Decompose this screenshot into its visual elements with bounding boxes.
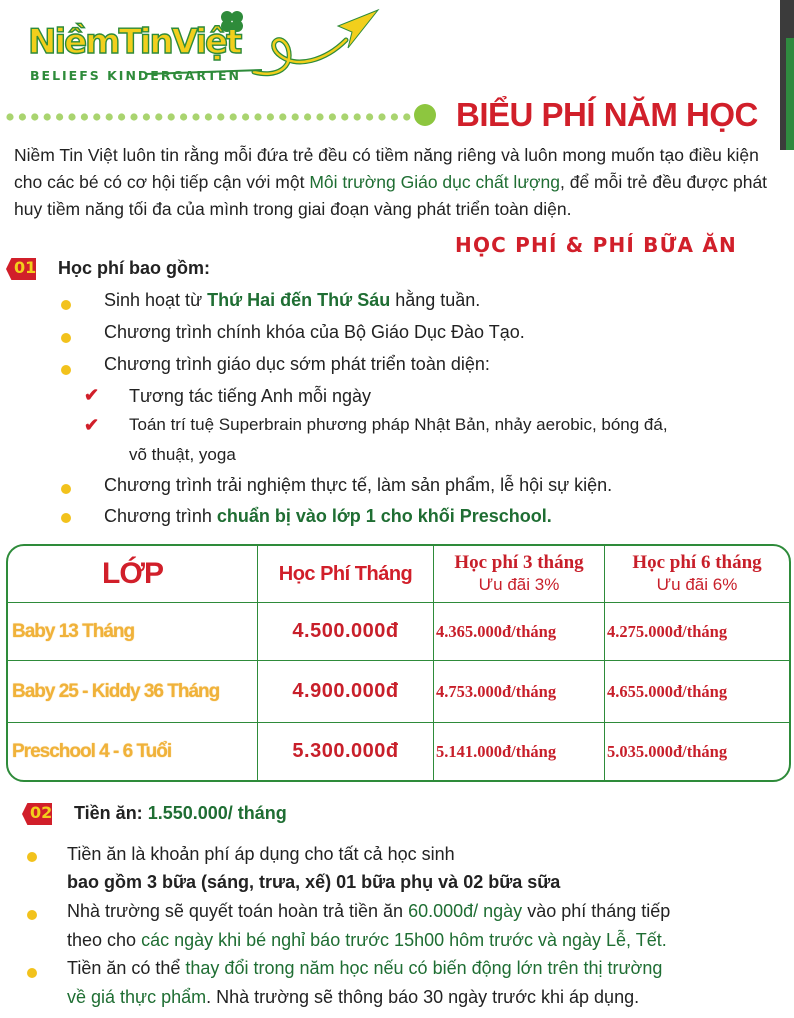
bullet-dot-icon bbox=[61, 333, 71, 343]
table-row bbox=[8, 723, 789, 780]
divider-dot bbox=[316, 113, 323, 120]
intro-text-1: Niềm Tin Việt luôn tin rằng mỗi đứa trẻ đều có tiềm năng riêng và luôn mong muốn tạo điều kiện cho các bé có cơ hội tiếp cận với một bbox=[14, 145, 759, 192]
divider-dot bbox=[31, 113, 38, 120]
fee-subitem-2: Toán trí tuệ Superbrain phương pháp Nhật Bản, nhảy aerobic, bóng đá, bbox=[129, 415, 668, 434]
row-six-month-fee: 5.035.000đ/tháng bbox=[607, 741, 728, 761]
fee-subitem-2-cont: võ thuật, yoga bbox=[129, 445, 236, 464]
divider-dot bbox=[19, 113, 26, 120]
header-monthly: Học Phí Tháng bbox=[258, 546, 434, 603]
divider-dot bbox=[118, 113, 125, 120]
logo-subtitle: BELIEFS KINDERGARTEN bbox=[30, 68, 241, 83]
divider-dot bbox=[329, 113, 336, 120]
fee-item-1: Sinh hoạt từ Thứ Hai đến Thứ Sáu hằng tuần. bbox=[104, 290, 481, 310]
fee-item-3: Chương trình giáo dục sớm phát triển toàn diện: bbox=[104, 354, 490, 374]
divider-dot bbox=[366, 113, 373, 120]
row-three-month-fee: 5.141.000đ/tháng bbox=[434, 723, 605, 780]
page-title: BIỂU PHÍ NĂM HỌC bbox=[456, 96, 758, 133]
meal-note-1: Tiền ăn là khoản phí áp dụng cho tất cả học sinh bbox=[67, 844, 455, 864]
divider-dot bbox=[168, 113, 175, 120]
checkmark-icon: ✔ bbox=[84, 415, 100, 435]
logo-name: NiềmTinViệt bbox=[28, 22, 241, 62]
bullet-dot-icon bbox=[61, 365, 71, 375]
checkmark-icon: ✔ bbox=[84, 385, 100, 405]
school-logo bbox=[26, 8, 386, 90]
divider-dot bbox=[391, 113, 398, 120]
section-number: 01 bbox=[14, 258, 37, 277]
table-header-row bbox=[8, 546, 789, 603]
divider-dot bbox=[192, 113, 199, 120]
divider-dot bbox=[292, 113, 299, 120]
bullet-dot-icon bbox=[61, 484, 71, 494]
bullet-dot-icon bbox=[27, 968, 37, 978]
fee-table bbox=[6, 544, 791, 782]
row-six-month-fee: 4.275.000đ/tháng bbox=[605, 603, 789, 661]
divider-dot bbox=[254, 113, 261, 120]
divider-dot bbox=[230, 113, 237, 120]
divider-dot bbox=[56, 113, 63, 120]
row-class: Baby 25 - Kiddy 36 Tháng bbox=[8, 661, 258, 723]
divider-dot bbox=[242, 113, 249, 120]
divider-dot bbox=[180, 113, 187, 120]
row-six-month-fee: 4.655.000đ/tháng bbox=[605, 661, 789, 723]
divider-dot bbox=[354, 113, 361, 120]
divider-dot bbox=[143, 113, 150, 120]
section-number: 02 bbox=[30, 803, 53, 822]
row-monthly-fee: 4.500.000đ bbox=[258, 603, 434, 661]
row-monthly-fee: 5.300.000đ bbox=[258, 723, 434, 780]
bullet-dot-icon bbox=[27, 910, 37, 920]
meal-note-2: Nhà trường sẽ quyết toán hoàn trả tiền ăn 60.000đ/ ngày vào phí tháng tiếp bbox=[67, 901, 671, 921]
fee-item-5: Chương trình chuẩn bị vào lớp 1 cho khối Preschool. bbox=[104, 506, 552, 526]
meal-note-3-cont: về giá thực phẩm. Nhà trường sẽ thông báo 30 ngày trước khi áp dụng. bbox=[67, 987, 640, 1007]
bullet-dot-icon bbox=[27, 852, 37, 862]
title-bullet-dot bbox=[414, 104, 436, 126]
table-row bbox=[8, 603, 789, 661]
fee-subitem-1: Tương tác tiếng Anh mỗi ngày bbox=[129, 386, 371, 406]
header-six-months: Học phí 6 tháng Ưu đãi 6% bbox=[605, 546, 789, 603]
divider-dot bbox=[68, 113, 75, 120]
divider-dot bbox=[106, 113, 113, 120]
header-three-months: Học phí 3 tháng Ưu đãi 3% bbox=[434, 546, 605, 603]
row-monthly-fee: 4.900.000đ bbox=[258, 661, 434, 723]
meal-note-3: Tiền ăn có thể thay đổi trong năm học nếu có biến động lớn trên thị trường bbox=[67, 958, 663, 978]
divider-dot bbox=[378, 113, 385, 120]
row-class: Baby 13 Tháng bbox=[8, 603, 258, 661]
divider-dot bbox=[130, 113, 137, 120]
table-row bbox=[8, 661, 789, 723]
section2-heading: Tiền ăn: 1.550.000/ tháng bbox=[74, 803, 287, 823]
intro-paragraph bbox=[14, 142, 784, 223]
divider-dot bbox=[279, 113, 286, 120]
divider-dot bbox=[304, 113, 311, 120]
divider-dot bbox=[267, 113, 274, 120]
dotted-divider bbox=[6, 110, 426, 124]
row-class: Preschool 4 - 6 Tuổi bbox=[8, 723, 258, 780]
meal-note-1-detail: bao gồm 3 bữa (sáng, trưa, xế) 01 bữa phụ và 02 bữa sữa bbox=[67, 872, 561, 892]
divider-dot bbox=[155, 113, 162, 120]
section-subtitle: HỌC PHÍ & PHÍ BỮA ĂN bbox=[455, 233, 737, 257]
divider-dot bbox=[93, 113, 100, 120]
bullet-dot-icon bbox=[61, 300, 71, 310]
divider-dot bbox=[403, 113, 410, 120]
divider-dot bbox=[81, 113, 88, 120]
intro-highlight: Môi trường Giáo dục chất lượng bbox=[309, 172, 560, 192]
meal-note-2-cont: theo cho các ngày khi bé nghỉ báo trước 15h00 hôm trước và ngày Lễ, Tết. bbox=[67, 930, 667, 950]
divider-dot bbox=[6, 113, 13, 120]
divider-dot bbox=[341, 113, 348, 120]
fee-item-2: Chương trình chính khóa của Bộ Giáo Dục Đào Tạo. bbox=[104, 322, 525, 342]
divider-dot bbox=[217, 113, 224, 120]
divider-dot bbox=[205, 113, 212, 120]
header-class: LỚP bbox=[8, 546, 258, 603]
row-three-month-fee: 4.365.000đ/tháng bbox=[434, 603, 605, 661]
intro-text-2: , để mỗi trẻ đều được phát huy tiềm năng tối đa của mình trong giai đoạn vàng phát triển toàn diện. bbox=[14, 172, 768, 219]
divider-dot bbox=[44, 113, 51, 120]
page-edge-bar-accent bbox=[786, 38, 794, 150]
section1-heading: Học phí bao gồm: bbox=[58, 258, 210, 278]
fee-item-4: Chương trình trải nghiệm thực tế, làm sản phẩm, lễ hội sự kiện. bbox=[104, 475, 613, 495]
bullet-dot-icon bbox=[61, 513, 71, 523]
row-three-month-fee: 4.753.000đ/tháng bbox=[434, 661, 605, 723]
